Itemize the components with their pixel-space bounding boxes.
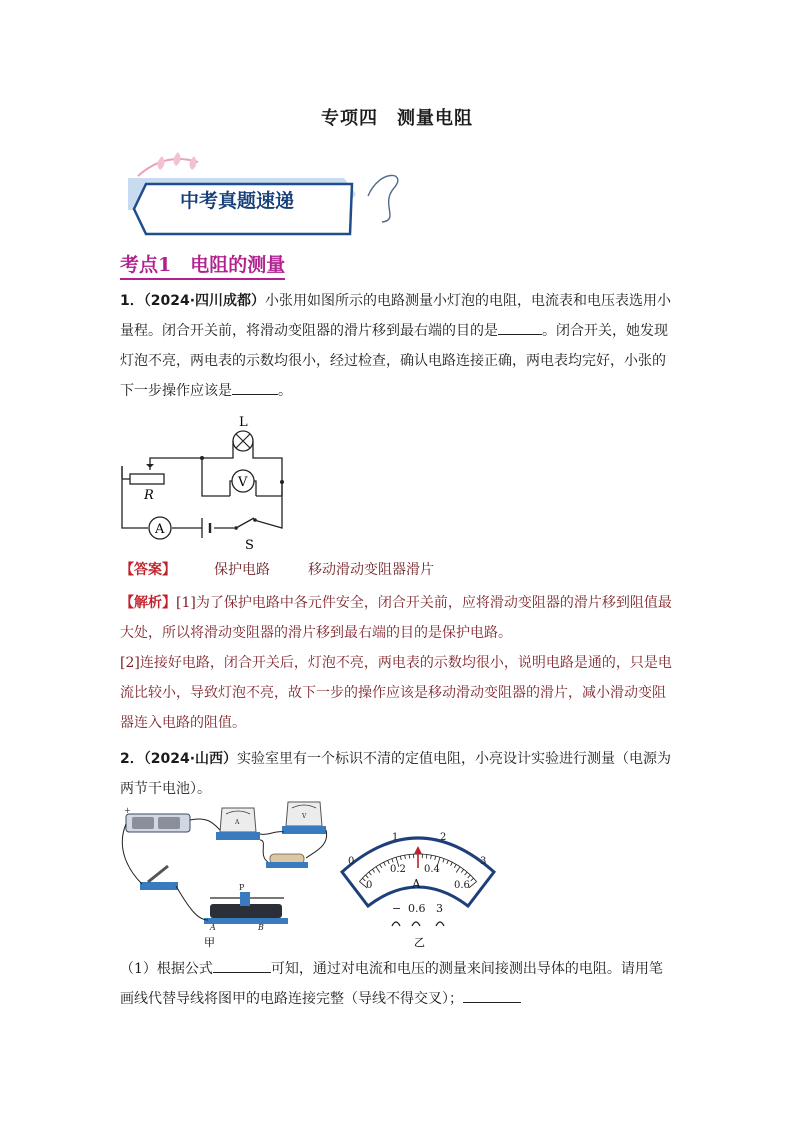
- knife-switch: [140, 866, 178, 890]
- answer-1: 保护电路: [214, 562, 270, 578]
- apparatus-ammeter: [216, 808, 260, 840]
- q1-answer: [120, 558, 434, 582]
- q1-source: （2024·四川成都）: [143, 293, 266, 309]
- rheostat-slider-arrow: [146, 464, 154, 468]
- lamp-symbol: [230, 431, 256, 458]
- q2-text: 实验室里有一个标识不清的定值电阻，小亮设计实验进行测量（电源为两节干电池）。: [120, 751, 672, 797]
- upper-tick-0: 0: [348, 856, 355, 867]
- figure-left-caption: 甲: [204, 936, 215, 949]
- q1-text-a: 小张用如图所示的电路测量小灯泡的电阻，电流表和电压表选用小量程。闭合开关前，将滑动变阻器的滑片移到最右端的目的是: [120, 293, 672, 339]
- lower-tick-2: 0.4: [424, 864, 440, 875]
- q2-number: 2．: [120, 751, 144, 767]
- svg-text:A: A: [210, 923, 216, 932]
- upper-tick-1: 1: [392, 832, 399, 843]
- svg-text:P: P: [239, 883, 245, 892]
- q2-apparatus-figure: [118, 800, 330, 950]
- lamp-label: L: [239, 415, 248, 430]
- answer-tag: 【答案】: [120, 562, 176, 578]
- apparatus-voltmeter: [282, 802, 326, 834]
- q1-circuit-diagram: [112, 410, 298, 554]
- upper-tick-3: 3: [480, 856, 487, 867]
- q2-blank-wiring[interactable]: [463, 986, 521, 1003]
- lower-tick-1: 0.2: [390, 864, 406, 875]
- question-1: [120, 286, 676, 406]
- fixed-resistor: [266, 854, 308, 868]
- lower-tick-0: 0: [366, 880, 373, 891]
- upper-tick-2: 2: [440, 832, 447, 843]
- rheostat-label: R: [144, 488, 154, 503]
- q1-explanation-1: [120, 588, 676, 648]
- banner-label: 中考真题速递: [180, 190, 295, 212]
- ammeter-label: A: [155, 522, 165, 537]
- terminal-0-6: 0.6: [408, 902, 426, 915]
- switch-label: S: [245, 538, 254, 553]
- explain-tag: 【解析】: [120, 595, 176, 611]
- q1-blank-2[interactable]: [232, 378, 278, 395]
- answer-2: 移动滑动变阻器滑片: [308, 562, 434, 578]
- svg-text:+: +: [124, 806, 131, 815]
- voltmeter-label: V: [238, 475, 248, 490]
- q2-sub1-b: 可知，通过对电流和电压的测量来间接测出导体的电阻。请用笔画线代替导线将图甲的电路连接完整（导线不得交叉）；: [120, 961, 663, 1007]
- q1-number: 1．: [120, 293, 144, 309]
- svg-text:A: A: [235, 819, 240, 826]
- page-title: 专项四 测量电阻: [321, 108, 473, 129]
- section-banner: [118, 148, 408, 240]
- q2-meter-figure: [336, 812, 500, 950]
- meter-unit: A: [412, 877, 421, 891]
- lower-tick-3: 0.6: [454, 880, 470, 891]
- q1-explanation-2: [2]连接好电路，闭合开关后，灯泡不亮，两电表的示数均很小，说明电路是通的，只是电流比较小，导致灯泡不亮，故下一步的操作应该是移动滑动变阻器的滑片，减小滑动变阻器连入电路的阻值。: [120, 655, 672, 731]
- explain-1-text: [1]为了保护电路中各元件安全，闭合开关前，应将滑动变阻器的滑片移到阻值最大处，所以将滑动变阻器的滑片移到最右端的目的是保护电路。: [120, 595, 672, 641]
- q1-text-c: 。: [278, 383, 292, 399]
- q1-text-b: 。闭合开关，她发现灯泡不亮，两电表的示数均很小，经过检查，确认电路连接正确，两电表均完好，小张的下一步操作应该是: [120, 323, 668, 399]
- terminal-3: 3: [436, 902, 443, 915]
- q2-sub1-a: （1）根据公式: [120, 961, 213, 977]
- question-2: [120, 744, 676, 804]
- svg-text:B: B: [258, 923, 264, 932]
- terminal-neg: −: [392, 902, 402, 915]
- figure-right-caption: 乙: [414, 936, 425, 949]
- q2-sub-1: [120, 954, 676, 1014]
- svg-text:V: V: [302, 813, 307, 820]
- q2-source: （2024·山西）: [143, 751, 238, 767]
- apparatus-rheostat: [204, 883, 288, 932]
- q2-blank-formula[interactable]: [213, 956, 271, 973]
- q1-blank-1[interactable]: [498, 318, 542, 335]
- section-heading: 考点1 电阻的测量: [120, 250, 285, 280]
- switch-symbol: [236, 518, 254, 528]
- battery-box: [124, 806, 190, 832]
